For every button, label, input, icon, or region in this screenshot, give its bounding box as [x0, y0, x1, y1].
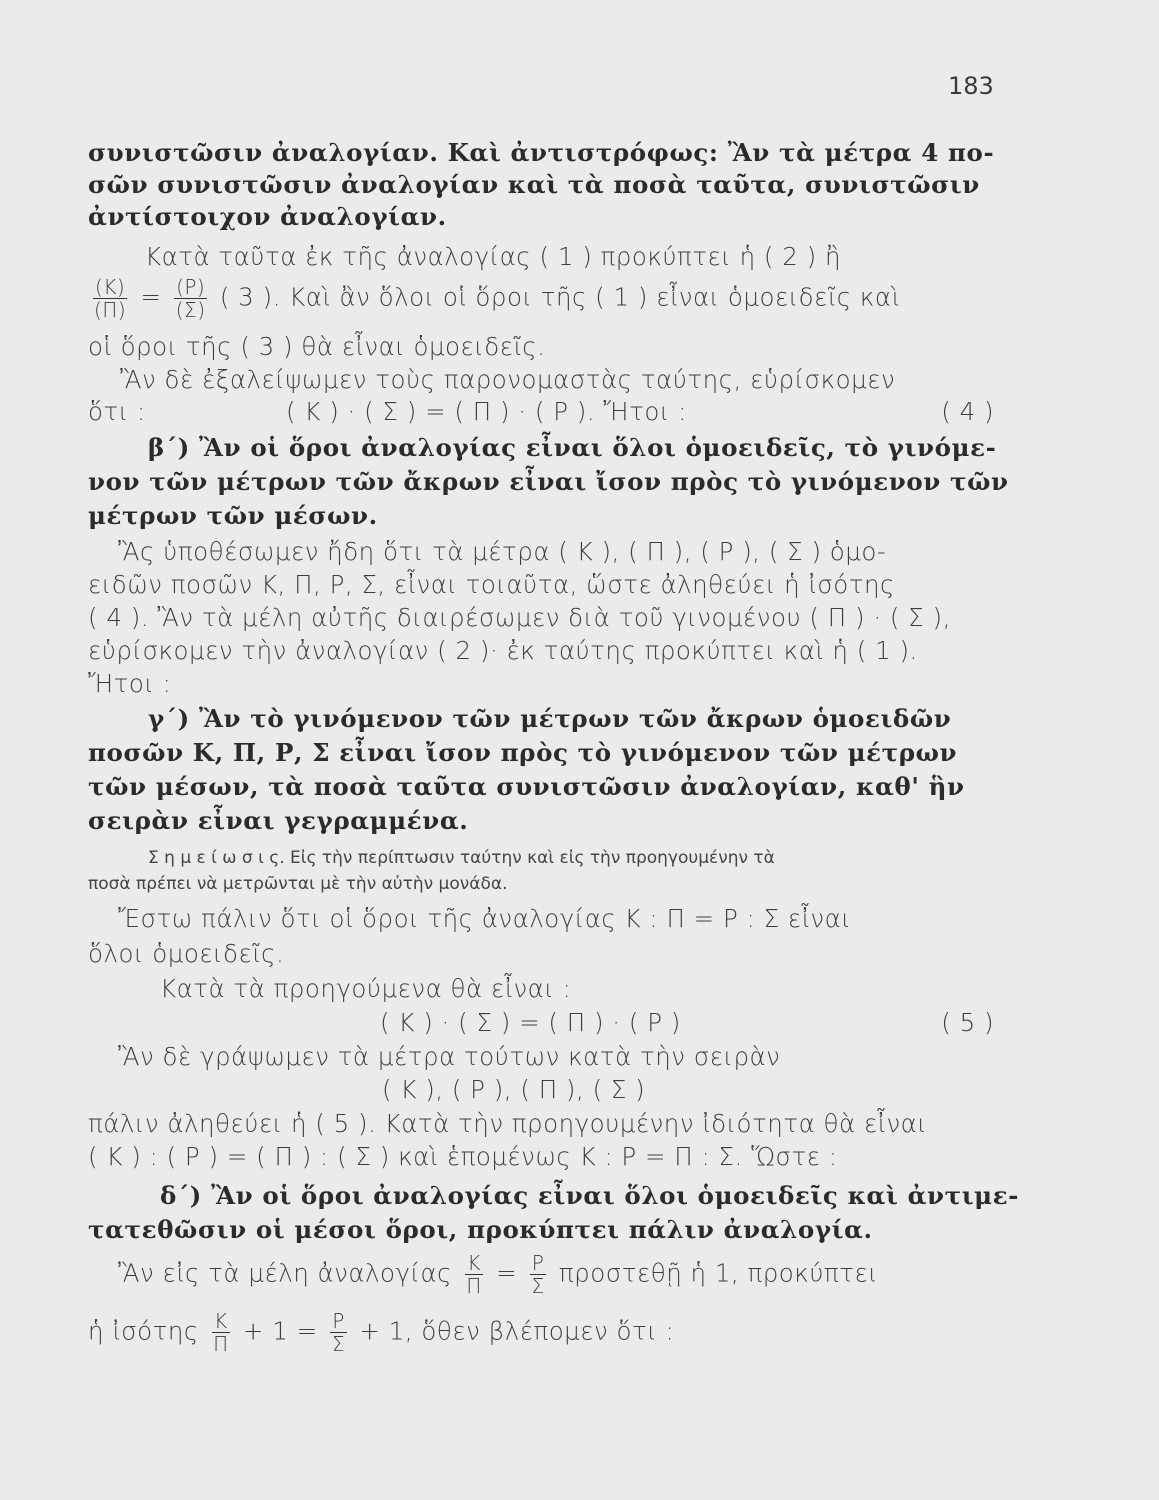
fraction-numerator: (Ρ) — [176, 275, 206, 299]
text-line-23: Κατὰ τὰ προηγούμενα θὰ εἶναι : — [160, 974, 572, 1003]
fraction-numerator: Κ — [467, 1251, 481, 1275]
equation-5-label: ( 5 ) — [941, 1008, 994, 1037]
note-line-2: ποσὰ πρέπει νὰ μετρῶνται μὲ τὴν αὐτὴν μονάδα. — [88, 874, 508, 894]
text-line-8-start: ὅτι : — [88, 397, 146, 426]
fraction-r-over-sigma — [330, 1310, 347, 1355]
text-line-31-start: Ἂν εἰς τὰ μέλη ἀναλογίας — [118, 1258, 452, 1288]
equation-4: ( Κ ) · ( Σ ) = ( Π ) · ( Ρ ). Ἤτοι : — [286, 397, 687, 426]
text-line-7: Ἂν δὲ ἐξαλείψωμεν τοὺς παρονομαστὰς ταύτης, εὑρίσκομεν — [120, 365, 896, 394]
theorem-gamma-line-3: τῶν μέσων, τὰ ποσὰ ταῦτα συνιστῶσιν ἀναλογίαν, καθ' ἣν — [88, 772, 965, 801]
equation-5: ( Κ ) · ( Σ ) = ( Π ) · ( Ρ ) — [380, 1008, 681, 1037]
fraction-sum-line-2 — [88, 1310, 996, 1355]
fraction-k-over-p — [92, 276, 128, 321]
theorem-gamma-line-2: ποσῶν Κ, Π, Ρ, Σ εἶναι ἴσον πρὸς τὸ γινόμενον τῶν μέτρων — [88, 738, 958, 767]
equation-4-label: ( 4 ) — [941, 397, 994, 426]
text-line-14: ( 4 ). Ἂν τὰ μέλη αὐτῆς διαιρέσωμεν διὰ τοῦ γινομένου ( Π ) · ( Σ ), — [88, 603, 951, 632]
text-line-12: Ἂς ὑποθέσωμεν ἤδη ὅτι τὰ μέτρα ( Κ ), ( Π ), ( Ρ ), ( Σ ) ὁμο- — [118, 537, 887, 566]
fraction-denominator: (Π) — [94, 298, 127, 322]
fraction-k-over-pi — [211, 1310, 231, 1355]
fraction-numerator: Ρ — [531, 1251, 545, 1275]
fraction-denominator: Π — [213, 1332, 229, 1356]
theorem-beta-line-1: β΄) Ἂν οἱ ὅροι ἀναλογίας εἶναι ὅλοι ὁμοειδεῖς, τὸ γινόμε- — [148, 433, 997, 462]
fraction-r-over-sigma — [529, 1252, 546, 1297]
text-line-27: πάλιν ἀληθεύει ἡ ( 5 ). Κατὰ τὴν προηγουμένην ἰδιότητα θὰ εἶναι — [88, 1109, 928, 1138]
fraction-denominator: Σ — [331, 1332, 346, 1356]
note-line-1: Σ η μ ε ί ω σ ι ς. Εἰς τὴν περίπτωσιν ταύτην καὶ εἰς τὴν προηγουμένην τὰ — [148, 848, 775, 868]
text-line-28: ( Κ ) : ( Ρ ) = ( Π ) : ( Σ ) καὶ ἑπομένως Κ : Ρ = Π : Σ. Ὥστε : — [88, 1142, 838, 1171]
text-line-8 — [88, 396, 996, 428]
text-line-3: ἀντίστοιχον ἀναλογίαν. — [88, 202, 447, 231]
page-number: 183 — [948, 72, 994, 100]
fraction-k-over-pi — [464, 1252, 484, 1297]
theorem-delta-line-1: δ΄) Ἂν οἱ ὅροι ἀναλογίας εἶναι ὅλοι ὁμοειδεῖς καὶ ἀντιμε- — [160, 1181, 1019, 1210]
theorem-gamma-line-1: γ΄) Ἂν τὸ γινόμενον τῶν μέτρων τῶν ἄκρων ὁμοειδῶν — [148, 704, 952, 733]
fraction-sum-line-1 — [118, 1252, 996, 1297]
fraction-numerator: (Κ) — [94, 275, 126, 299]
text-line-31-end: προστεθῇ ἡ 1, προκύπτει — [558, 1258, 879, 1288]
text-line-6: οἱ ὅροι τῆς ( 3 ) θὰ εἶναι ὁμοειδεῖς. — [88, 332, 546, 361]
theorem-delta-line-2: τατεθῶσιν οἱ μέσοι ὅροι, προκύπτει πάλιν ἀναλογία. — [88, 1215, 873, 1244]
fraction-equation-line — [88, 276, 996, 321]
fraction-r-over-s — [174, 276, 208, 321]
text-line-32-start: ἡ ἰσότης — [88, 1316, 199, 1346]
theorem-beta-line-3: μέτρων τῶν μέσων. — [88, 501, 378, 530]
fraction-denominator: Σ — [531, 1274, 545, 1298]
text-line-13: ειδῶν ποσῶν Κ, Π, Ρ, Σ, εἶναι τοιαῦτα, ὥστε ἀληθεύει ἡ ἰσότης — [88, 570, 895, 599]
text-line-16: Ἤτοι : — [88, 669, 172, 698]
text-line-22: ὅλοι ὁμοειδεῖς. — [88, 939, 285, 968]
text-line-1: συνιστῶσιν ἀναλογίαν. Καὶ ἀντιστρόφως: Ἂν τὰ μέτρα 4 πο- — [88, 138, 995, 167]
ordering-line: ( Κ ), ( Ρ ), ( Π ), ( Σ ) — [382, 1075, 646, 1104]
text-line-5: ( 3 ). Καὶ ἂν ὅλοι οἱ ὅροι τῆς ( 1 ) εἶναι ὁμοειδεῖς καὶ — [219, 282, 901, 312]
fraction-denominator: Π — [466, 1274, 482, 1298]
text-line-4: Κατὰ ταῦτα ἐκ τῆς ἀναλογίας ( 1 ) προκύπτει ἡ ( 2 ) ἢ — [145, 242, 841, 271]
text-line-21: Ἔστω πάλιν ὅτι οἱ ὅροι τῆς ἀναλογίας Κ : Π = Ρ : Σ εἶναι — [118, 904, 852, 933]
text-line-2: σῶν συνιστῶσιν ἀναλογίαν καὶ τὰ ποσὰ ταῦτα, συνιστῶσιν — [88, 170, 980, 199]
theorem-beta-line-2: νον τῶν μέτρων τῶν ἄκρων εἶναι ἴσον πρὸς τὸ γινόμενον τῶν — [88, 467, 1009, 496]
fraction-denominator: (Σ) — [175, 298, 206, 322]
equals-sign: = — [496, 1258, 518, 1288]
fraction-numerator: Κ — [214, 1309, 228, 1333]
text-line-25: Ἂν δὲ γράψωμεν τὰ μέτρα τούτων κατὰ τὴν σειρὰν — [118, 1042, 781, 1071]
equals-sign: = — [296, 1316, 318, 1346]
equals-sign: = — [140, 282, 162, 312]
text-line-32-end: + 1, ὅθεν βλέπομεν ὅτι : — [359, 1316, 675, 1346]
theorem-gamma-line-4: σειρὰν εἶναι γεγραμμένα. — [88, 806, 469, 835]
fraction-numerator: Ρ — [332, 1309, 345, 1333]
plus-one: + 1 — [242, 1316, 289, 1346]
text-line-15: εὑρίσκομεν τὴν ἀναλογίαν ( 2 )· ἐκ ταύτης προκύπτει καὶ ἡ ( 1 ). — [88, 636, 918, 665]
